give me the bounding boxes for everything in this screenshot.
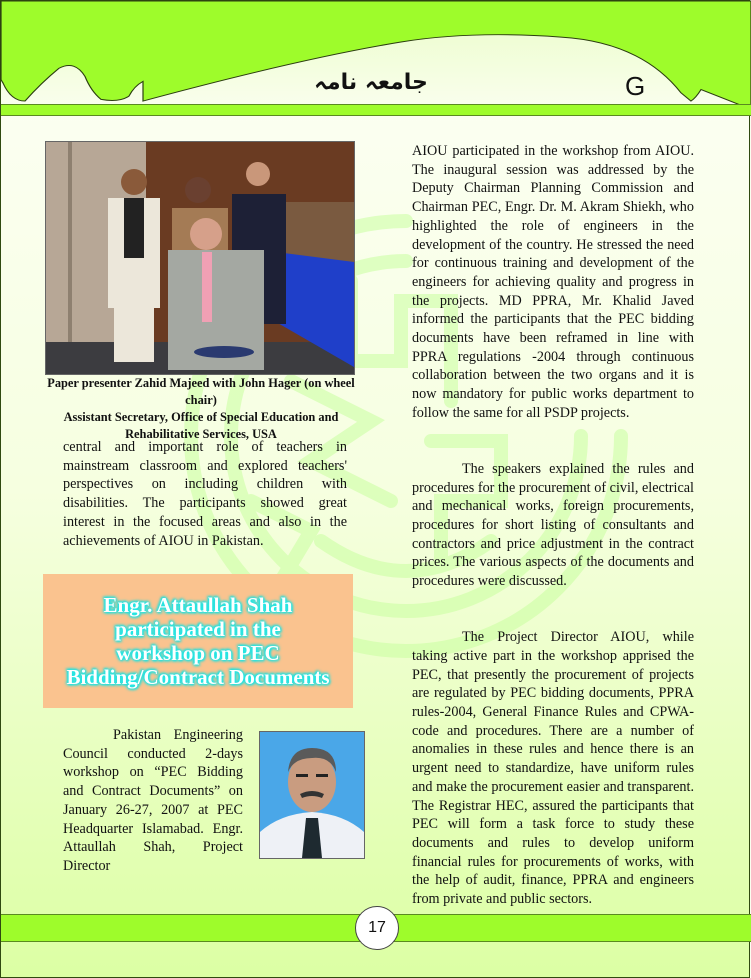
paragraph: The speakers explained the rules and procedures for the procurement of civil, electrical and mechanical works, foreign procurements, procedures for short listing of consultants and contractors and price adjustment in the contract prices. The various aspects of the documents and procedures were discussed.	[412, 460, 694, 590]
paragraph: The Project Director AIOU, while taking active part in the workshop apprised the PEC, that presently the procurement of projects are regulated by PEC bidding documents, PPRA rules-2004, General Finance Rules and CPWA-code and procedures. There are a number of anomalies in these rules and hence there is an urgent need to standardize, have uniform rules and make the procurement easier and transparent. The Registrar HEC, assured the participants that PEC will form a task force to study these documents and rules to develop uniform financial rules for procurements of works, with the help of audit, finance, PPRA and engineers from private and public sectors.	[412, 629, 694, 908]
headline-line: participated in the	[115, 617, 281, 641]
photo-caption	[41, 375, 361, 443]
caption-line: Paper presenter Zahid Majeed with John Hager (on wheel chair)	[47, 376, 355, 407]
article-headline	[66, 593, 329, 689]
masthead-urdu-logo	[314, 61, 428, 101]
paragraph: central and important role of teachers in mainstream classroom and explored teachers' perspectives on including children with disabilities. The participants showed great interest in the focused areas and also in the achievements of AIOU in Pakistan.	[63, 439, 347, 549]
svg-text:جامعہ نامہ: جامعہ نامہ	[314, 70, 428, 95]
portrait-photo	[259, 731, 365, 859]
left-column-continued-text	[63, 438, 347, 550]
portrait-photo-illustration	[260, 732, 364, 858]
caption-line: Rehabilitative Services, USA	[125, 427, 277, 441]
headline-line: workshop on PEC	[116, 641, 280, 665]
event-photo-illustration	[46, 142, 354, 374]
article-headline-box	[43, 574, 353, 708]
headline-line: Bidding/Contract Documents	[66, 665, 330, 689]
section-letter: G	[625, 71, 646, 101]
page-number: 17	[355, 906, 399, 950]
right-column-text	[412, 142, 694, 909]
article-opening-text	[63, 726, 243, 876]
paragraph: Pakistan Engineering Council conducted 2-days workshop on “PEC Bidding and Contract Documents” on January 26-27, 2007 at PEC Headquarter Islamabad. Engr. Attaullah Shah, Project Director	[63, 727, 243, 874]
event-photo	[45, 141, 355, 375]
top-green-band	[1, 104, 751, 116]
headline-line: Engr. Attaullah Shah	[103, 593, 293, 617]
paragraph: AIOU participated in the workshop from AIOU. The inaugural session was addressed by the Deputy Chairman Planning Commission and Chairman PEC, Engr. Dr. M. Akram Shiekh, who highlighted the role of engineers in the development of the country. He stressed the need for continuous training and development of the engineers for achieving quality and progress in the projects. MD PPRA, Mr. Khalid Javed informed the participants that the PEC bidding documents have been reframed in line with PPRA regulations -2004 through continuous collaboration between the two organs and it is now mandatory for public works department to follow the same for all PSDP projects.	[412, 143, 694, 421]
caption-line: Assistant Secretary, Office of Special Education and	[63, 410, 339, 424]
